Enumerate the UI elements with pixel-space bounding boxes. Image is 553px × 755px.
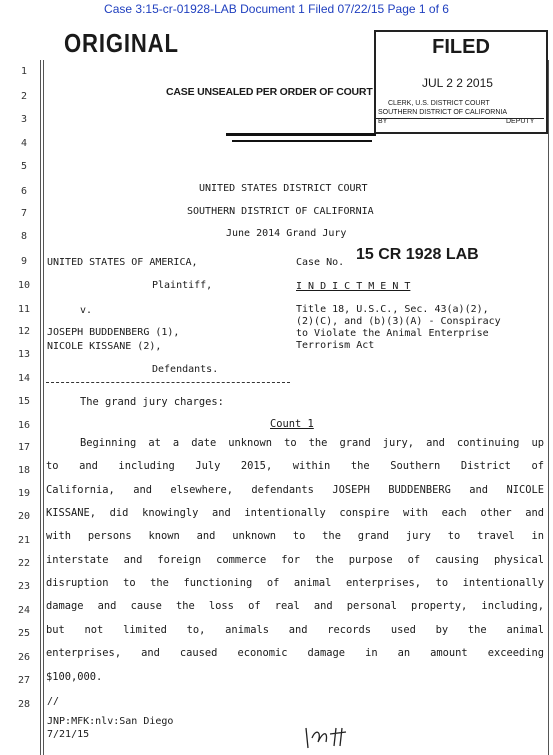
filed-by: BY [378,118,388,125]
court-name: UNITED STATES DISTRICT COURT [199,183,368,194]
case-label: Case No. [296,257,345,268]
line-number: 28 [17,699,31,710]
plaintiff-role: Plaintiff, [152,280,213,291]
plaintiff-name: UNITED STATES OF AMERICA, [47,257,198,268]
charges-intro: The grand jury charges: [80,396,224,408]
line-number: 11 [17,304,31,315]
line-number: 4 [20,138,28,149]
line-number: 8 [20,231,28,242]
count-body-line: disruption to the functioning of animal enterprises, to intentionally [46,577,544,589]
versus: v. [80,305,93,316]
line-number: 20 [17,511,31,522]
count-body-line: but not limited to, animals and records used by the animal [46,624,544,636]
line-number: 5 [20,161,28,172]
defendant-role: Defendants. [152,364,219,375]
count-body-line: enterprises, and caused economic damage in an amount exceeding [46,647,544,659]
filed-title: FILED [432,36,490,58]
court-district: SOUTHERN DISTRICT OF CALIFORNIA [187,206,374,217]
line-number: 13 [17,349,31,360]
line-number: 25 [17,628,31,639]
footer-date: 7/21/15 [47,729,90,740]
original-stamp: ORIGINAL [64,28,179,58]
defendant-2: NICOLE KISSANE (2), [47,341,162,352]
count-body-line: California, and elsewhere, defendants JOSEPH BUDDENBERG and NICOLE [46,484,544,496]
redaction-bar [232,140,372,142]
filed-deputy: DEPUTY [506,118,535,125]
line-number: 7 [20,208,28,219]
count-body-line: KISSANE, did knowingly and intentionally conspire with each other and [46,507,544,519]
defendant-1: JOSEPH BUDDENBERG (1), [47,327,180,338]
case-header: Case 3:15-cr-01928-LAB Document 1 Filed 07/22/15 Page 1 of 6 [104,2,449,16]
footer-initials: JNP:MFK:nlv:San Diego [47,716,174,727]
line-number: 24 [17,605,31,616]
redaction-bar [226,133,376,136]
line-number: 6 [20,186,28,197]
right-margin-rule [548,60,549,755]
filed-rule [376,118,544,119]
count-body-line: to and including July 2015, within the Southern District of [46,460,544,472]
line-number: 19 [17,488,31,499]
handwritten-initials [302,724,352,750]
left-margin-rule [43,60,44,755]
continuation-mark: // [47,696,60,707]
statute-line-2: (2)(C), and (b)(3)(A) - Conspiracy [296,316,501,327]
statute-line-4: Terrorism Act [296,340,375,351]
count-body-line: Beginning at a date unknown to the grand jury, and continuing up [80,437,544,449]
line-number: 10 [17,280,31,291]
line-number: 1 [20,66,28,77]
line-number: 27 [17,675,31,686]
filed-clerk-line1: CLERK, U.S. DISTRICT COURT [388,100,490,107]
count-heading: Count 1 [270,418,314,430]
line-number: 14 [17,373,31,384]
count-body-line: damage and cause the loss of real and personal property, including, [46,600,544,612]
grand-jury: June 2014 Grand Jury [226,228,347,239]
line-number: 17 [17,442,31,453]
left-margin-rule [40,60,41,755]
line-number: 2 [20,91,28,102]
document-type: I N D I C T M E N T [296,281,411,292]
line-number: 16 [17,420,31,431]
line-number: 21 [17,535,31,546]
statute-line-3: to Violate the Animal Enterprise [296,328,489,339]
case-number: 15 CR 1928 LAB [356,246,479,263]
line-number: 12 [17,326,31,337]
line-number: 23 [17,581,31,592]
caption-divider [46,382,290,383]
count-body-line: with persons known and unknown to the grand jury to travel in [46,530,544,542]
unsealed-stamp: CASE UNSEALED PER ORDER OF COURT [166,86,373,98]
count-body-line: $100,000. [46,671,103,683]
filed-stamp [374,30,548,134]
line-number: 3 [20,114,28,125]
line-number: 22 [17,558,31,569]
line-number: 26 [17,652,31,663]
filed-clerk-line2: SOUTHERN DISTRICT OF CALIFORNIA [378,109,507,116]
filed-date: JUL 2 2 2015 [422,76,493,90]
line-number: 15 [17,396,31,407]
line-number: 9 [20,256,28,267]
count-body-line: interstate and foreign commerce for the purpose of causing physical [46,554,544,566]
statute-line-1: Title 18, U.S.C., Sec. 43(a)(2), [296,304,489,315]
line-number: 18 [17,465,31,476]
